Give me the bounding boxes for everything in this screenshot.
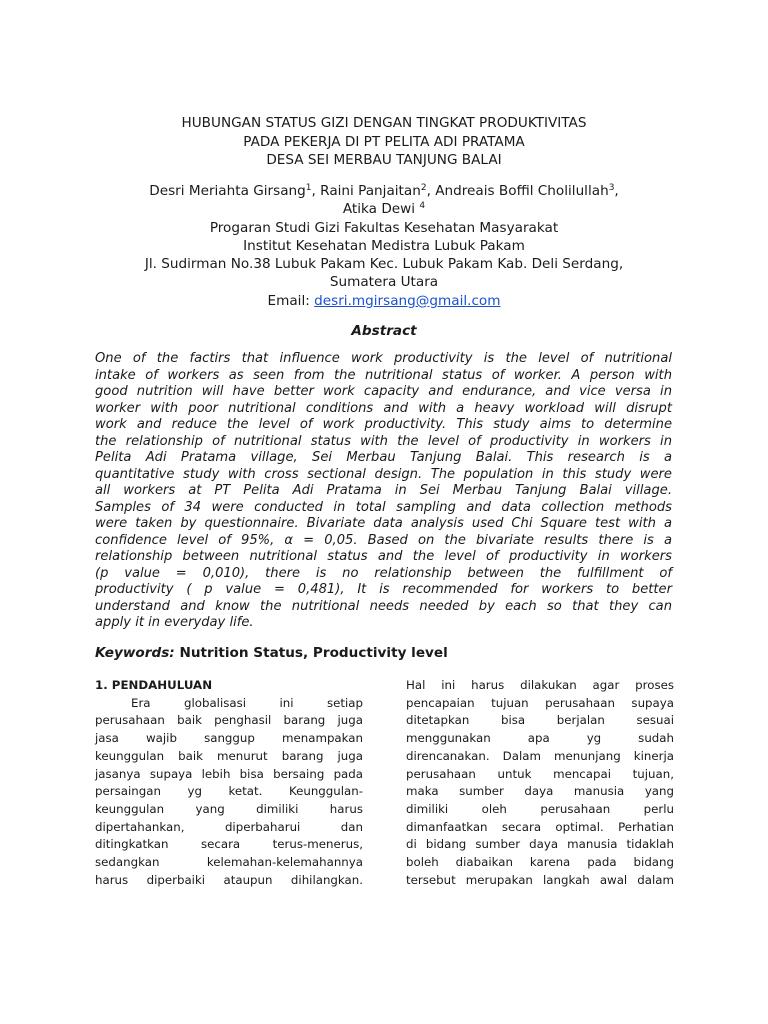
abstract-line: worker with poor nutritional conditions and with a heavy workload will disrupt — [95, 400, 672, 416]
body-line: menggunakan apa yg sudah — [406, 731, 674, 746]
author-line — [40, 182, 728, 200]
body-line: dipertahankan, diperbaharui dan — [95, 819, 363, 834]
affiliation-line: Progaran Studi Gizi Fakultas Kesehatan Masyarakat — [209, 219, 559, 236]
keywords-line — [95, 645, 448, 661]
body-line: dimiliki oleh perusahaan perlu — [406, 801, 674, 816]
body-line: harus diperbaiki ataupun dihilangkan. — [95, 872, 363, 887]
affiliation-mark: 3 — [608, 183, 615, 193]
abstract-line: all workers at PT Pelita Adi Pratama in Sei Merbau Tanjung Balai village. — [95, 483, 672, 498]
body-line: Hal ini harus dilakukan agar proses — [406, 678, 674, 692]
author-name: Desri Meriahta Girsang — [149, 183, 306, 199]
affiliation-mark: 1 — [305, 183, 312, 193]
abstract-line: were taken by questionnaire. Bivariate data analysis used Chi Square test with a — [95, 516, 672, 531]
keywords-value: Nutrition Status, Productivity level — [179, 645, 448, 661]
affiliation-mark: 4 — [419, 201, 426, 212]
paper-title — [60, 114, 708, 170]
body-line: jasa wajib sanggup menampakan — [95, 731, 363, 746]
author-block — [40, 182, 728, 310]
affiliation-mark: 2 — [420, 183, 427, 193]
body-line: Era globalisasi ini setiap — [131, 695, 363, 710]
body-line: keunggulan yang dimiliki harus — [95, 801, 363, 816]
body-line: persaingan yg ketat. Keunggulan- — [95, 784, 363, 799]
author-name: , Raini Panjaitan — [311, 183, 421, 199]
abstract-line: apply it in everyday life. — [95, 615, 254, 630]
body-line: ditingkatkan secara terus-menerus, — [95, 837, 363, 852]
abstract-line: confidence level of 95%, α = 0,05. Based on the bivariate results there is a — [95, 532, 672, 548]
abstract-line: intake of workers as seen from the nutritional status of worker. A person with — [95, 367, 672, 383]
right-column — [406, 677, 674, 889]
body-line: pencapaian tujuan perusahaan supaya — [406, 695, 674, 710]
email-line — [40, 292, 728, 310]
abstract-line: the relationship of nutritional status with the level of productivity in workers in — [95, 433, 672, 449]
left-column — [95, 677, 363, 889]
body-line: perusahaan untuk mencapai tujuan, — [406, 766, 674, 781]
body-line: jasanya supaya lebih bisa bersaing pada — [95, 766, 363, 781]
abstract-line: understand and know the nutritional needs needed by each so that they can — [95, 598, 672, 614]
body-line: dimanfaatkan secara optimal. Perhatian — [406, 819, 674, 834]
abstract-line: productivity ( p value = 0,481), It is recommended for workers to better — [95, 582, 672, 597]
title-line: HUBUNGAN STATUS GIZI DENGAN TINGKAT PRODUKTIVITAS — [181, 115, 587, 131]
body-line: boleh diabaikan karena pada bidang — [406, 855, 674, 870]
body-line: maka sumber daya manusia yang — [406, 784, 674, 799]
keywords-label: Keywords: — [95, 645, 180, 661]
body-line: keunggulan baik menurut barang juga — [95, 748, 363, 763]
author-name: Atika Dewi — [342, 201, 420, 218]
body-line: sedangkan kelemahan-kelemahannya — [95, 855, 363, 870]
body-line: direncanakan. Dalam menunjang kinerja — [406, 748, 674, 763]
abstract-line: Samples of 34 were conducted in total sampling and data collection methods — [95, 499, 672, 515]
body-line: perusahaan baik penghasil barang juga — [95, 713, 363, 728]
author-name: , Andreais Boffil Cholilullah — [426, 183, 609, 199]
affiliation-line: Jl. Sudirman No.38 Lubuk Pakam Kec. Lubuk Pakam Kab. Deli Serdang, — [144, 256, 624, 273]
body-line: tersebut merupakan langkah awal dalam — [406, 872, 674, 887]
abstract-line: One of the factirs that influence work productivity is the level of nutritional — [95, 351, 672, 366]
affiliation-line: Sumatera Utara — [329, 274, 439, 291]
abstract-body — [95, 351, 672, 632]
abstract-line: Pelita Adi Pratama village, Sei Merbau Tanjung Balai. This research is a — [95, 450, 672, 465]
email-link[interactable]: desri.mgirsang@gmail.com — [314, 292, 501, 309]
abstract-line: work and reduce the level of work productivity. This study aims to determine — [95, 417, 672, 432]
title-line: DESA SEI MERBAU TANJUNG BALAI — [266, 152, 502, 168]
title-line: PADA PEKERJA DI PT PELITA ADI PRATAMA — [243, 133, 525, 150]
abstract-line: good nutrition will have better work capacity and endurance, and vice versa in — [95, 384, 672, 399]
abstract-line: quantitative study with cross sectional design. The population in this study were — [95, 466, 672, 482]
author-line — [40, 200, 728, 218]
section-heading: 1. PENDAHULUAN — [95, 678, 213, 692]
abstract-line: relationship between nutritional status and the level of productivity in workers — [95, 549, 672, 564]
author-separator: , — [614, 183, 619, 199]
abstract-line: (p value = 0,010), there is no relationship between the fulfillment of — [95, 565, 672, 581]
email-label: Email: — [267, 292, 315, 309]
body-line: ditetapkan bisa berjalan sesuai — [406, 713, 674, 728]
affiliation-line: Institut Kesehatan Medistra Lubuk Pakam — [243, 237, 525, 254]
body-line: di bidang sumber daya manusia tidaklah — [406, 837, 674, 852]
abstract-heading: Abstract — [351, 323, 417, 339]
